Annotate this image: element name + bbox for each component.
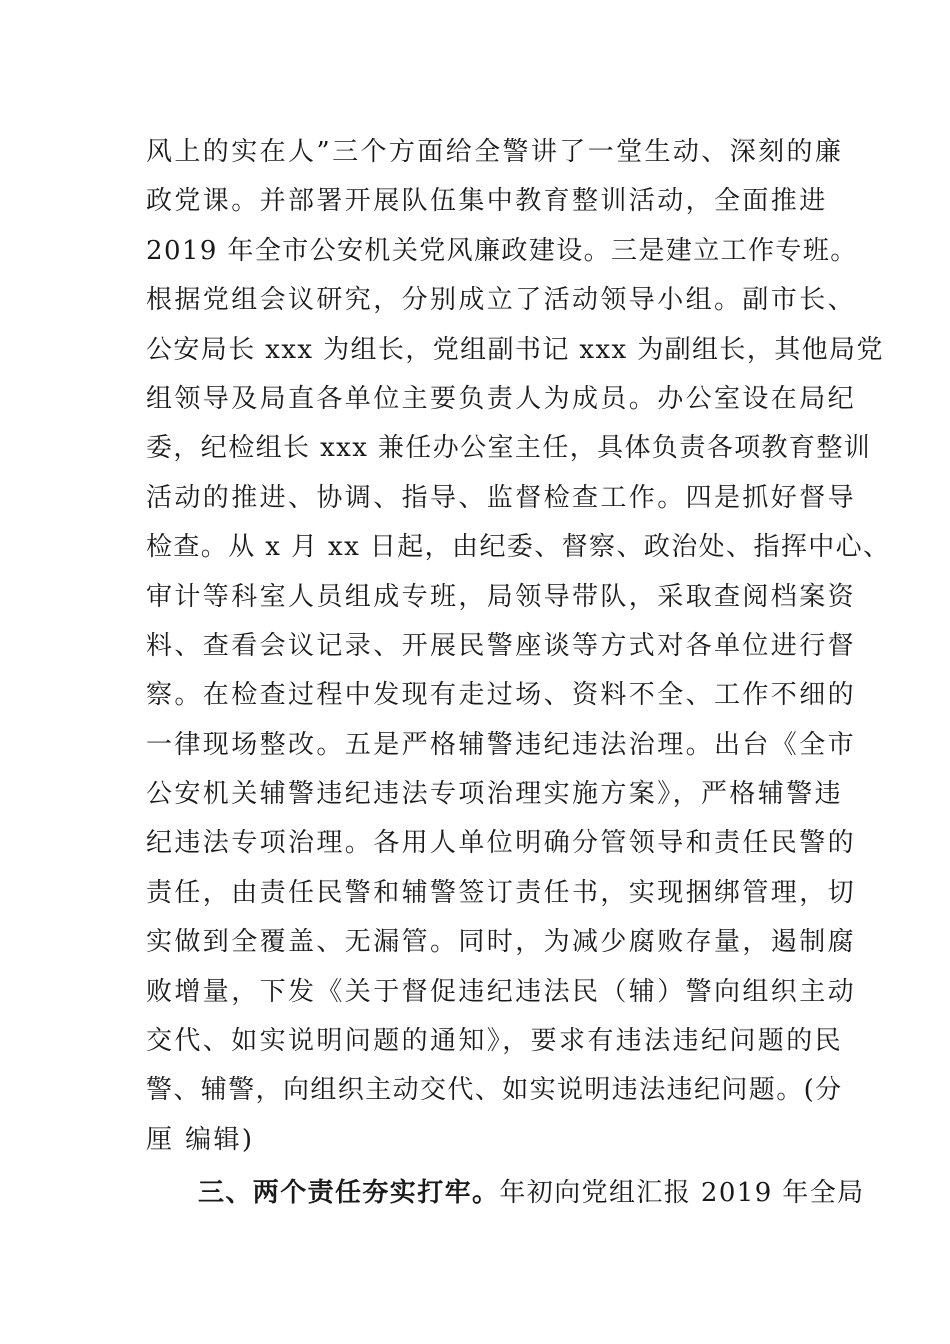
text-line: 纪违法专项治理。各用人单位明确分管领导和责任民警的	[146, 828, 857, 859]
text-line: 委，纪检组长 xxx 兼任办公室主任，具体负责各项教育整训	[146, 433, 872, 464]
text-line: 根据党组会议研究，分别成立了活动领导小组。副市长、	[146, 285, 857, 316]
text-line: 交代、如实说明问题的通知》，要求有违法违纪问题的民	[146, 1026, 844, 1057]
section-paragraph	[146, 1169, 866, 1218]
text-line: 察。在检查过程中发现有走过场、资料不全、工作不细的	[146, 680, 857, 711]
text-line: 警、辅警，向组织主动交代、如实说明违法违纪问题。(分	[146, 1075, 843, 1106]
text-line: 厘 编辑)	[146, 1124, 255, 1155]
body-text	[146, 128, 891, 1219]
section-heading: 三、两个责任夯实打牢。	[198, 1178, 500, 1209]
text-line: 责任，由责任民警和辅警签订责任书，实现捆绑管理，切	[146, 877, 857, 908]
text-line: 风上的实在人”三个方面给全警讲了一堂生动、深刻的廉	[146, 137, 844, 167]
text-line: 料、查看会议记录、开展民警座谈等方式对各单位进行督	[146, 630, 857, 661]
text-line: 检查。从 x 月 xx 日起，由纪委、督察、政治处、指挥中心、	[146, 532, 891, 563]
text-line: 公安局长 xxx 为组长，党组副书记 xxx 为副组长，其他局党	[146, 334, 884, 365]
text-line: 活动的推进、协调、指导、监督检查工作。四是抓好督导	[146, 482, 857, 513]
text-line: 败增量，下发《关于督促违纪违法民（辅）警向组织主动	[146, 976, 857, 1007]
text-line: 一律现场整改。五是严格辅警违纪违法治理。出台《全市	[146, 729, 857, 760]
text-line: 公安机关辅警违纪违法专项治理实施方案》，严格辅警违	[146, 779, 844, 810]
text-line: 审计等科室人员组成专班，局领导带队，采取查阅档案资	[146, 581, 857, 612]
text-line: 组领导及局直各单位主要负责人为成员。办公室设在局纪	[146, 383, 857, 414]
text-line: 政党课。并部署开展队伍集中教育整训活动，全面推进	[146, 186, 828, 217]
text-line: 2019 年全市公安机关党风廉政建设。三是建立工作专班。	[146, 235, 858, 266]
section-text: 年初向党组汇报 2019 年全局	[499, 1178, 865, 1209]
text-line: 实做到全覆盖、无漏管。同时，为减少腐败存量，遏制腐	[146, 927, 857, 958]
